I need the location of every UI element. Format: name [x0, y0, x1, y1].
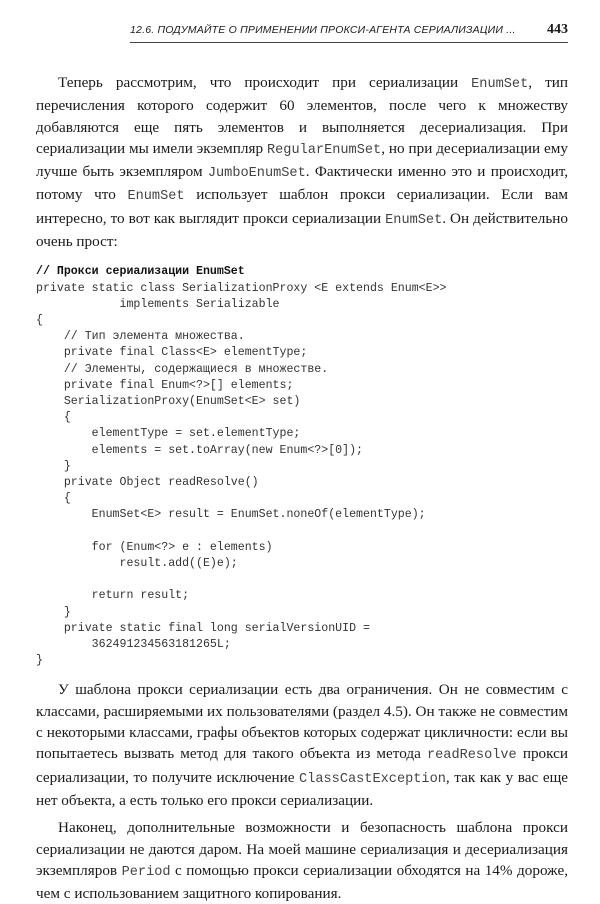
- text-run: , так как у вас еще нет объекта, а есть только его прокси сериализации.: [36, 768, 569, 809]
- paragraph-limitations: [36, 679, 568, 811]
- text-run: . Фактически именно это и происходит, потому что: [36, 163, 568, 204]
- text-run: Наконец, дополнительные возможности и безопасность шаблона прокси сериализации не даются даром. На моей машине сериализация и десериализация экземпляров: [36, 819, 568, 879]
- code-inline-enumset: EnumSet: [127, 189, 185, 205]
- code-inline-readresolve: readResolve: [426, 748, 517, 764]
- text-run: Теперь рассмотрим, что происходит при сериализации: [58, 74, 472, 91]
- text-run: с помощью прокси сериализации обходятся на 14% дороже, чем с использованием защитного копирования.: [36, 861, 568, 903]
- code-inline-enumset: EnumSet: [471, 77, 529, 92]
- running-header: [130, 22, 568, 43]
- text-run: У шаблона прокси сериализации есть два ограничения. Он не совместим с классами, расширяемыми их пользователями (раздел 4.5). Он также не совместим с некоторыми классами, графы объектов которых содержат цикличности: если вы попытаетесь вызвать метод для такого объекта из метода: [36, 681, 568, 763]
- text-run: прокси сериализации, то получите исключение: [36, 745, 569, 786]
- text-run: . Он действительно очень прост:: [36, 209, 568, 251]
- page-body: [36, 72, 568, 904]
- chapter-section-title: 12.6. ПОДУМАЙТЕ О ПРИМЕНЕНИИ ПРОКСИ-АГЕНТА СЕРИАЛИЗАЦИИ ...: [130, 24, 516, 36]
- code-listing-title: // Прокси сериализации EnumSet: [36, 265, 245, 279]
- code-inline-regularenumset: RegularEnumSet: [266, 142, 382, 158]
- text-run: , но при десериализации ему лучше быть экземпляром: [36, 139, 568, 181]
- text-run: , тип перечисления которого содержит 60 элементов, после чего к множеству добавляются еще пять элементов и выполняется десериализация. При сериализации мы имели экземпляр: [36, 74, 568, 157]
- paragraph-enumset-intro: [36, 72, 568, 252]
- code-inline-period: Period: [121, 864, 171, 880]
- code-inline-jumboenumset: JumboEnumSet: [207, 166, 306, 182]
- code-inline-classcastexception: ClassCastException: [299, 771, 446, 787]
- code-inline-enumset: EnumSet: [385, 212, 443, 228]
- code-listing-body: private static class SerializationProxy <E extends Enum<E>> implements Serializable { // Тип элемента множества. private final Class<E> elementType; // Элементы, содержащиеся в множестве. private final Enum<?>[] elements; SerializationProxy(EnumSet<E> set) { elementType = set.elementType; elements = set.toArray(new Enum<?>[0]); } private Object readResolve() { EnumSet<E> result = EnumSet.noneOf(elementType); for (Enum<?> e : elements) result.add((E)e); return result; } private static final long serialVersionUID = 362491234563181265L; }: [36, 281, 447, 668]
- code-listing: [36, 264, 568, 669]
- page-number: 443: [547, 22, 568, 37]
- text-run: использует шаблон прокси сериализации. Если вам интересно, то вот как выглядит прокси сериализации: [36, 186, 568, 227]
